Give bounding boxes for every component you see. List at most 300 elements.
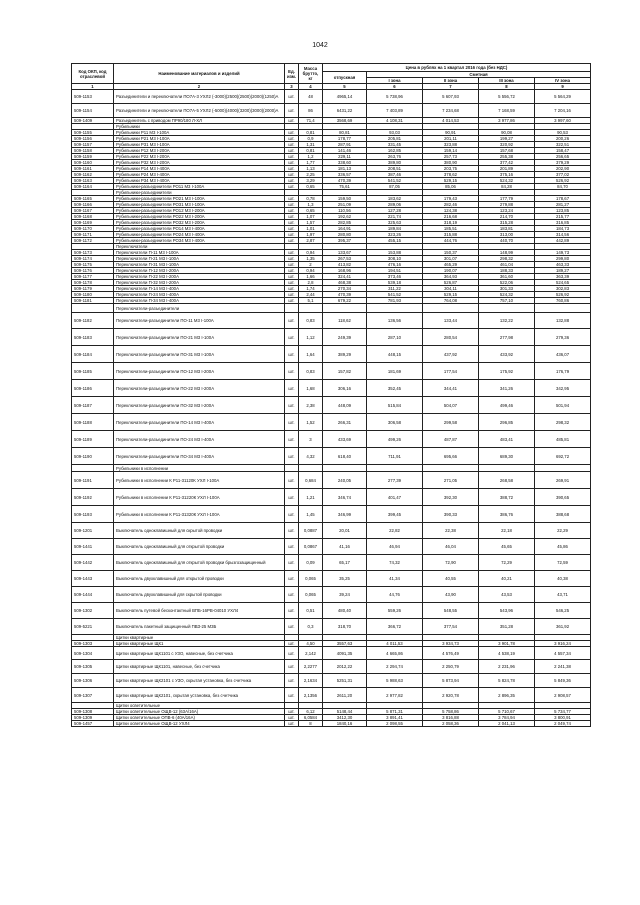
row-code: 509-1162: [72, 172, 114, 178]
row-code: [72, 465, 114, 472]
row-release-price: 413,82: [323, 262, 367, 268]
row-code: 509-1179: [72, 286, 114, 292]
row-zone-3-price: 298,32: [479, 256, 535, 262]
row-zone-1-price: 373,46: [367, 274, 423, 280]
row-unit: шт.: [285, 172, 299, 178]
row-release-price: 229,11: [323, 154, 367, 160]
row-zone-4-price: 40,38: [535, 571, 591, 587]
row-mass: 0,0867: [299, 539, 323, 555]
row-zone-2-price: 85,06: [423, 184, 479, 190]
row-mass: 0,65: [299, 208, 323, 214]
row-zone-3-price: 3 784,94: [479, 715, 535, 721]
row-zone-3-price: 3 977,86: [479, 118, 535, 124]
row-zone-4-price: 501,94: [535, 397, 591, 414]
row-zone-4-price: 390,65: [535, 489, 591, 506]
row-code: 509-1160: [72, 160, 114, 166]
row-zone-3-price: 543,96: [479, 603, 535, 619]
row-mass: 4,50: [299, 641, 323, 647]
row-zone-1-price: 162,85: [367, 148, 423, 154]
table-row: [72, 489, 591, 506]
row-mass: 8: [299, 721, 323, 727]
table-row: [72, 674, 591, 688]
row-name: Рубильники-разъединители РО34 М3 I-400А: [114, 238, 285, 244]
row-zone-3-price: 214,70: [479, 214, 535, 220]
row-release-price: 20,01: [323, 523, 367, 539]
row-zone-1-price: 7 403,89: [367, 104, 423, 118]
row-name: Рубильники-разъединители: [114, 190, 285, 196]
row-unit: шт.: [285, 587, 299, 603]
row-name: Переключатели-разъединители ПО-22 М3 I-200А: [114, 380, 285, 397]
row-unit: шт.: [285, 118, 299, 124]
row-name: Рубильники-разъединители РО12 М3 I-200А: [114, 208, 285, 214]
row-zone-4-price: [535, 465, 591, 472]
row-zone-4-price: 377,02: [535, 172, 591, 178]
row-zone-2-price: 5 873,94: [423, 674, 479, 688]
table-row: [72, 431, 591, 448]
row-zone-3-price: 277,98: [479, 329, 535, 346]
row-zone-2-price: 444,76: [423, 238, 479, 244]
row-code: 509-1193: [72, 506, 114, 523]
row-zone-4-price: 388,68: [535, 506, 591, 523]
header-name: Наименование материалов и изделий: [114, 64, 285, 84]
row-release-price: 41,16: [323, 539, 367, 555]
row-zone-2-price: 364,93: [423, 274, 479, 280]
row-zone-4-price: 158,47: [535, 148, 591, 154]
row-mass: 2,142: [299, 647, 323, 660]
row-unit: шт.: [285, 674, 299, 688]
row-unit: шт.: [285, 208, 299, 214]
row-unit: [285, 304, 299, 313]
row-zone-3-price: 388,72: [479, 489, 535, 506]
row-release-price: 5148,44: [323, 709, 367, 715]
row-mass: 0,83: [299, 313, 323, 329]
row-name: Рубильники-разъединители РО21 М3 I-100А: [114, 196, 285, 202]
row-release-price: 80,81: [323, 130, 367, 136]
row-code: 509-1307: [72, 688, 114, 703]
row-zone-4-price: 2 908,57: [535, 688, 591, 703]
row-zone-4-price: 526,92: [535, 178, 591, 184]
table-row: [72, 397, 591, 414]
row-zone-1-price: 208,51: [367, 166, 423, 172]
row-zone-3-price: 440,70: [479, 238, 535, 244]
row-release-price: 618,40: [323, 448, 367, 465]
row-mass: 2,8: [299, 280, 323, 286]
row-zone-4-price: 184,73: [535, 226, 591, 232]
row-name: Щитки осветительные ОЩВ-12 УХЛ4: [114, 721, 285, 727]
row-release-price: 2012,22: [323, 660, 367, 674]
row-name: Рубильники-разъединители РО31 М3 I-100А: [114, 202, 285, 208]
row-zone-3-price: 5 710,67: [479, 709, 535, 715]
row-zone-2-price: 323,88: [423, 142, 479, 148]
row-zone-4-price: 84,70: [535, 184, 591, 190]
row-unit: шт.: [285, 523, 299, 539]
row-unit: шт.: [285, 232, 299, 238]
section-row: [72, 304, 591, 313]
row-zone-4-price: 314,56: [535, 232, 591, 238]
row-zone-2-price: 437,92: [423, 346, 479, 363]
row-mass: 1,64: [299, 346, 323, 363]
row-zone-3-price: 5 824,78: [479, 674, 535, 688]
row-zone-2-price: 304,11: [423, 286, 479, 292]
row-name: Рубильники в исполнении: [114, 465, 285, 472]
row-mass: 3,29: [299, 178, 323, 184]
row-mass: 1,01: [299, 226, 323, 232]
row-unit: шт.: [285, 313, 299, 329]
row-zone-3-price: 2 231,96: [479, 660, 535, 674]
row-mass: 1,97: [299, 232, 323, 238]
row-zone-3-price: 524,32: [479, 178, 535, 184]
row-code: 509-1183: [72, 329, 114, 346]
row-zone-2-price: 177,54: [423, 363, 479, 380]
row-name: Переключатели П-21 М3 I-100А: [114, 256, 285, 262]
row-zone-3-price: 4 538,19: [479, 647, 535, 660]
row-zone-1-price: [367, 465, 423, 472]
row-unit: шт.: [285, 262, 299, 268]
row-zone-4-price: 189,27: [535, 268, 591, 274]
row-release-price: 433,69: [323, 431, 367, 448]
row-zone-2-price: 190,07: [423, 268, 479, 274]
row-mass: 0,0887: [299, 523, 323, 539]
row-release-price: 249,39: [323, 329, 367, 346]
row-zone-4-price: 279,36: [535, 329, 591, 346]
row-zone-4-price: 442,89: [535, 238, 591, 244]
row-name: Рубильники Р12 М3 I-200А: [114, 148, 285, 154]
row-mass: 0,065: [299, 571, 323, 587]
row-zone-2-price: [423, 465, 479, 472]
row-zone-1-price: 74,32: [367, 555, 423, 571]
row-zone-4-price: 202,90: [535, 166, 591, 172]
row-name: Рубильники: [114, 124, 285, 130]
row-zone-2-price: 695,66: [423, 448, 479, 465]
row-mass: 3: [299, 431, 323, 448]
row-code: 509-1154: [72, 104, 114, 118]
row-code: 509-1185: [72, 363, 114, 380]
row-zone-3-price: 72,29: [479, 555, 535, 571]
row-mass: 2: [299, 262, 323, 268]
row-code: 509-1191: [72, 472, 114, 489]
row-zone-3-price: 483,41: [479, 431, 535, 448]
row-mass: 0,09: [299, 555, 323, 571]
row-zone-2-price: 392,30: [423, 489, 479, 506]
row-name: Рубильники Р34 М3 I-400А: [114, 178, 285, 184]
row-name: Щитки квартирные ЩК2101, скрытая установка, без счетчика: [114, 688, 285, 703]
row-unit: шт.: [285, 641, 299, 647]
row-name: Выключатель путевой бесконтактный ВПБ-16РВ-04010 УХЛ4: [114, 603, 285, 619]
row-mass: 1,77: [299, 160, 323, 166]
row-mass: 1,13: [299, 166, 323, 172]
row-name: Переключатели-разъединители ПО-24 М3 I-400А: [114, 431, 285, 448]
table-row: [72, 523, 591, 539]
row-zone-4-price: 22,29: [535, 523, 591, 539]
row-zone-4-price: 176,79: [535, 363, 591, 380]
row-zone-1-price: 323,26: [367, 232, 423, 238]
row-zone-2-price: 280,54: [423, 329, 479, 346]
row-name: Переключатели-разъединители ПО-11 М3 I-100А: [114, 313, 285, 329]
row-name: Переключатели П-22 М3 I-200А: [114, 274, 285, 280]
col-number: 3: [285, 84, 299, 90]
row-zone-1-price: 781,93: [367, 298, 423, 304]
row-zone-1-price: 387,46: [367, 172, 423, 178]
table-row: [72, 506, 591, 523]
col-number: 9: [535, 84, 591, 90]
row-zone-1-price: 287,10: [367, 329, 423, 346]
row-unit: [285, 465, 299, 472]
row-zone-1-price: 331,45: [367, 142, 423, 148]
table-row: [72, 380, 591, 397]
row-unit: шт.: [285, 226, 299, 232]
row-code: 509-1178: [72, 280, 114, 286]
row-release-price: 270,34: [323, 286, 367, 292]
row-name: Выключатель одноклавишный для скрытой проводки: [114, 523, 285, 539]
table-row: [72, 555, 591, 571]
row-code: 509-1187: [72, 397, 114, 414]
row-unit: шт.: [285, 397, 299, 414]
row-zone-1-price: 93,03: [367, 130, 423, 136]
row-zone-4-price: 546,25: [535, 603, 591, 619]
row-zone-2-price: 3 934,73: [423, 641, 479, 647]
row-name: Переключатели П-34 М3 I-400А: [114, 298, 285, 304]
row-zone-3-price: 5 556,72: [479, 90, 535, 104]
row-release-price: 346,74: [323, 489, 367, 506]
row-name: Переключатели-разъединители ПО-12 М3 I-200А: [114, 363, 285, 380]
row-unit: шт.: [285, 380, 299, 397]
row-mass: 0,94: [299, 250, 323, 256]
row-zone-3-price: 524,32: [479, 292, 535, 298]
row-zone-1-price: 2 977,82: [367, 688, 423, 703]
row-code: 509-1303: [72, 641, 114, 647]
row-zone-1-price: 559,26: [367, 603, 423, 619]
row-code: 509-1302: [72, 603, 114, 619]
row-unit: шт.: [285, 660, 299, 674]
row-name: Переключатели П-32 М3 I-200А: [114, 280, 285, 286]
row-zone-2-price: 46,04: [423, 539, 479, 555]
row-name: Щитки квартирные ЩК1: [114, 641, 285, 647]
table-row: [72, 329, 591, 346]
row-zone-4-price: 316,85: [535, 220, 591, 226]
row-unit: шт.: [285, 238, 299, 244]
row-zone-3-price: 375,16: [479, 172, 535, 178]
row-zone-2-price: 216,68: [423, 214, 479, 220]
row-name: Переключатели П-11 М3 I-100А: [114, 250, 285, 256]
row-code: 509-1192: [72, 489, 114, 506]
row-zone-1-price: 183,62: [367, 196, 423, 202]
col-number: 7: [423, 84, 479, 90]
row-code: 509-1180: [72, 292, 114, 298]
table-row: [72, 414, 591, 431]
row-zone-4-price: 298,32: [535, 414, 591, 431]
row-zone-1-price: 711,91: [367, 448, 423, 465]
row-unit: шт.: [285, 414, 299, 431]
row-unit: шт.: [285, 363, 299, 380]
row-unit: шт.: [285, 280, 299, 286]
row-unit: шт.: [285, 104, 299, 118]
table-row: [72, 90, 591, 104]
row-zone-4-price: 7 204,16: [535, 104, 591, 118]
row-zone-2-price: 2 058,36: [423, 721, 479, 727]
row-release-price: 6431,22: [323, 104, 367, 118]
row-unit: шт.: [285, 154, 299, 160]
row-zone-1-price: 44,76: [367, 587, 423, 603]
row-code: 509-1156: [72, 136, 114, 142]
row-unit: шт.: [285, 721, 299, 727]
row-name: Щитки квартирные ЩК1101 с УЗО, навесные, без счетчика: [114, 647, 285, 660]
row-code: 509-1173: [72, 250, 114, 256]
row-zone-3-price: 188,33: [479, 268, 535, 274]
table-row: [72, 587, 591, 603]
row-mass: 1,45: [299, 506, 323, 523]
row-mass: 48: [299, 90, 323, 104]
row-mass: 0,684: [299, 472, 323, 489]
row-release-price: [323, 304, 367, 313]
row-zone-4-price: 269,91: [535, 472, 591, 489]
header-estimate: Сметная: [367, 72, 591, 78]
row-mass: 2,1634: [299, 674, 323, 688]
row-unit: шт.: [285, 715, 299, 721]
row-mass: 71,4: [299, 118, 323, 124]
row-name: Щитки квартирные: [114, 635, 285, 641]
row-zone-1-price: 181,69: [367, 363, 423, 380]
row-zone-3-price: 351,28: [479, 619, 535, 635]
row-unit: шт.: [285, 346, 299, 363]
row-mass: 0,81: [299, 148, 323, 154]
row-zone-4-price: 132,88: [535, 313, 591, 329]
row-zone-3-price: 433,92: [479, 346, 535, 363]
row-zone-1-price: 194,51: [367, 268, 423, 274]
row-zone-1-price: 401,47: [367, 489, 423, 506]
row-code: 509-1442: [72, 555, 114, 571]
row-zone-2-price: 4 576,49: [423, 647, 479, 660]
row-name: Щитки осветительные: [114, 703, 285, 709]
row-zone-2-price: 5 607,93: [423, 90, 479, 104]
row-name: Разъединитель с приводом ПР90/180 Л-ХЛ: [114, 118, 285, 124]
row-mass: 1,74: [299, 286, 323, 292]
row-zone-1-price: 2 098,55: [367, 721, 423, 727]
row-release-price: 318,70: [323, 619, 367, 635]
row-zone-1-price: 22,82: [367, 523, 423, 539]
row-release-price: 159,50: [323, 196, 367, 202]
row-unit: шт.: [285, 619, 299, 635]
row-name: Рубильники-разъединители РО32 М3 I-200А: [114, 220, 285, 226]
col-number: 6: [367, 84, 423, 90]
row-name: Рубильники в исполнении К Р11-31320К УХЛ I-100А: [114, 506, 285, 523]
row-unit: шт.: [285, 298, 299, 304]
row-release-price: 324,41: [323, 274, 367, 280]
row-unit: шт.: [285, 709, 299, 715]
row-release-price: 389,29: [323, 346, 367, 363]
row-zone-2-price: 529,15: [423, 178, 479, 184]
row-mass: 1,07: [299, 214, 323, 220]
row-name: Разъединители и переключатели ПО7А-5 УХЛ2 (-5000)(4000)(3200)(3000)(2000)А: [114, 104, 285, 118]
row-name: Рубильники-разъединители РО22 М3 I-200А: [114, 214, 285, 220]
row-zone-3-price: 522,06: [479, 280, 535, 286]
row-zone-2-price: 548,55: [423, 603, 479, 619]
row-zone-3-price: 45,65: [479, 539, 535, 555]
row-zone-1-price: 399,45: [367, 506, 423, 523]
row-zone-4-price: 485,81: [535, 431, 591, 448]
row-release-price: 75,61: [323, 184, 367, 190]
row-code: 509-1309: [72, 715, 114, 721]
row-mass: 0,94: [299, 268, 323, 274]
row-zone-4-price: 5 734,77: [535, 709, 591, 715]
row-zone-1-price: 289,06: [367, 202, 423, 208]
row-mass: 1,68: [299, 380, 323, 397]
row-name: Рубильники Р11 М3 I-100А: [114, 130, 285, 136]
row-zone-1-price: 3 891,41: [367, 715, 423, 721]
row-name: Выключатель двухклавишный для открытой проводки: [114, 571, 285, 587]
row-zone-3-price: 341,26: [479, 380, 535, 397]
row-mass: 2,38: [299, 397, 323, 414]
row-code: 509-1158: [72, 148, 114, 154]
header-price-group: Цена в рублях на 1 квартал 2016 года (без НДС): [323, 64, 591, 72]
header-release: отпускная: [323, 72, 367, 84]
row-zone-4-price: 342,95: [535, 380, 591, 397]
row-zone-2-price: 344,41: [423, 380, 479, 397]
row-name: Переключатели-разъединители ПО-32 М3 I-200А: [114, 397, 285, 414]
row-unit: шт.: [285, 160, 299, 166]
row-release-price: 1840,16: [323, 721, 367, 727]
row-code: 509-5221: [72, 619, 114, 635]
row-release-price: 3412,30: [323, 715, 367, 721]
row-name: Выключатель пакетный защищенный ПВЗ-25 М3Б: [114, 619, 285, 635]
row-release-price: [323, 465, 367, 472]
row-zone-2-price: 318,19: [423, 220, 479, 226]
row-zone-3-price: 123,24: [479, 208, 535, 214]
row-name: Переключатели П-24 М3 I-400А: [114, 292, 285, 298]
row-release-price: 336,57: [323, 172, 367, 178]
row-zone-4-price: 524,65: [535, 280, 591, 286]
row-unit: шт.: [285, 274, 299, 280]
row-zone-2-price: 299,58: [423, 414, 479, 431]
row-zone-2-price: 7 234,68: [423, 104, 479, 118]
row-zone-3-price: 148,99: [479, 250, 535, 256]
row-code: 509-1409: [72, 118, 114, 124]
table-row: [72, 472, 591, 489]
row-code: 509-1457: [72, 721, 114, 727]
row-release-price: 118,62: [323, 313, 367, 329]
row-zone-3-price: 301,33: [479, 286, 535, 292]
table-row: [72, 688, 591, 703]
row-mass: 0,83: [299, 363, 323, 380]
row-zone-3-price: 386,76: [479, 506, 535, 523]
row-zone-2-price: 529,15: [423, 292, 479, 298]
row-zone-1-price: 87,05: [367, 184, 423, 190]
col-number: 1: [72, 84, 114, 90]
row-zone-2-price: 185,51: [423, 226, 479, 232]
row-unit: шт.: [285, 688, 299, 703]
col-number: 8: [479, 84, 535, 90]
row-release-price: 338,60: [323, 160, 367, 166]
col-number: 4: [299, 84, 323, 90]
row-code: 509-1190: [72, 448, 114, 465]
row-name: Рубильники Р21 М3 I-100А: [114, 136, 285, 142]
row-zone-4-price: 45,86: [535, 539, 591, 555]
row-release-price: 282,85: [323, 220, 367, 226]
row-zone-2-price: 764,08: [423, 298, 479, 304]
row-zone-3-price: 757,10: [479, 298, 535, 304]
header-code: Код ОКП, код отраслевой: [72, 64, 114, 84]
row-release-price: 133,67: [323, 250, 367, 256]
row-zone-1-price: 46,94: [367, 539, 423, 555]
row-release-price: 470,39: [323, 292, 367, 298]
row-release-price: 480,40: [323, 603, 367, 619]
row-zone-4-price: 200,26: [535, 136, 591, 142]
row-zone-2-price: 282,46: [423, 202, 479, 208]
row-code: 509-1443: [72, 571, 114, 587]
row-zone-2-price: 4 014,53: [423, 118, 479, 124]
row-code: 509-1184: [72, 346, 114, 363]
row-release-price: 181,13: [323, 166, 367, 172]
row-zone-3-price: 183,81: [479, 226, 535, 232]
